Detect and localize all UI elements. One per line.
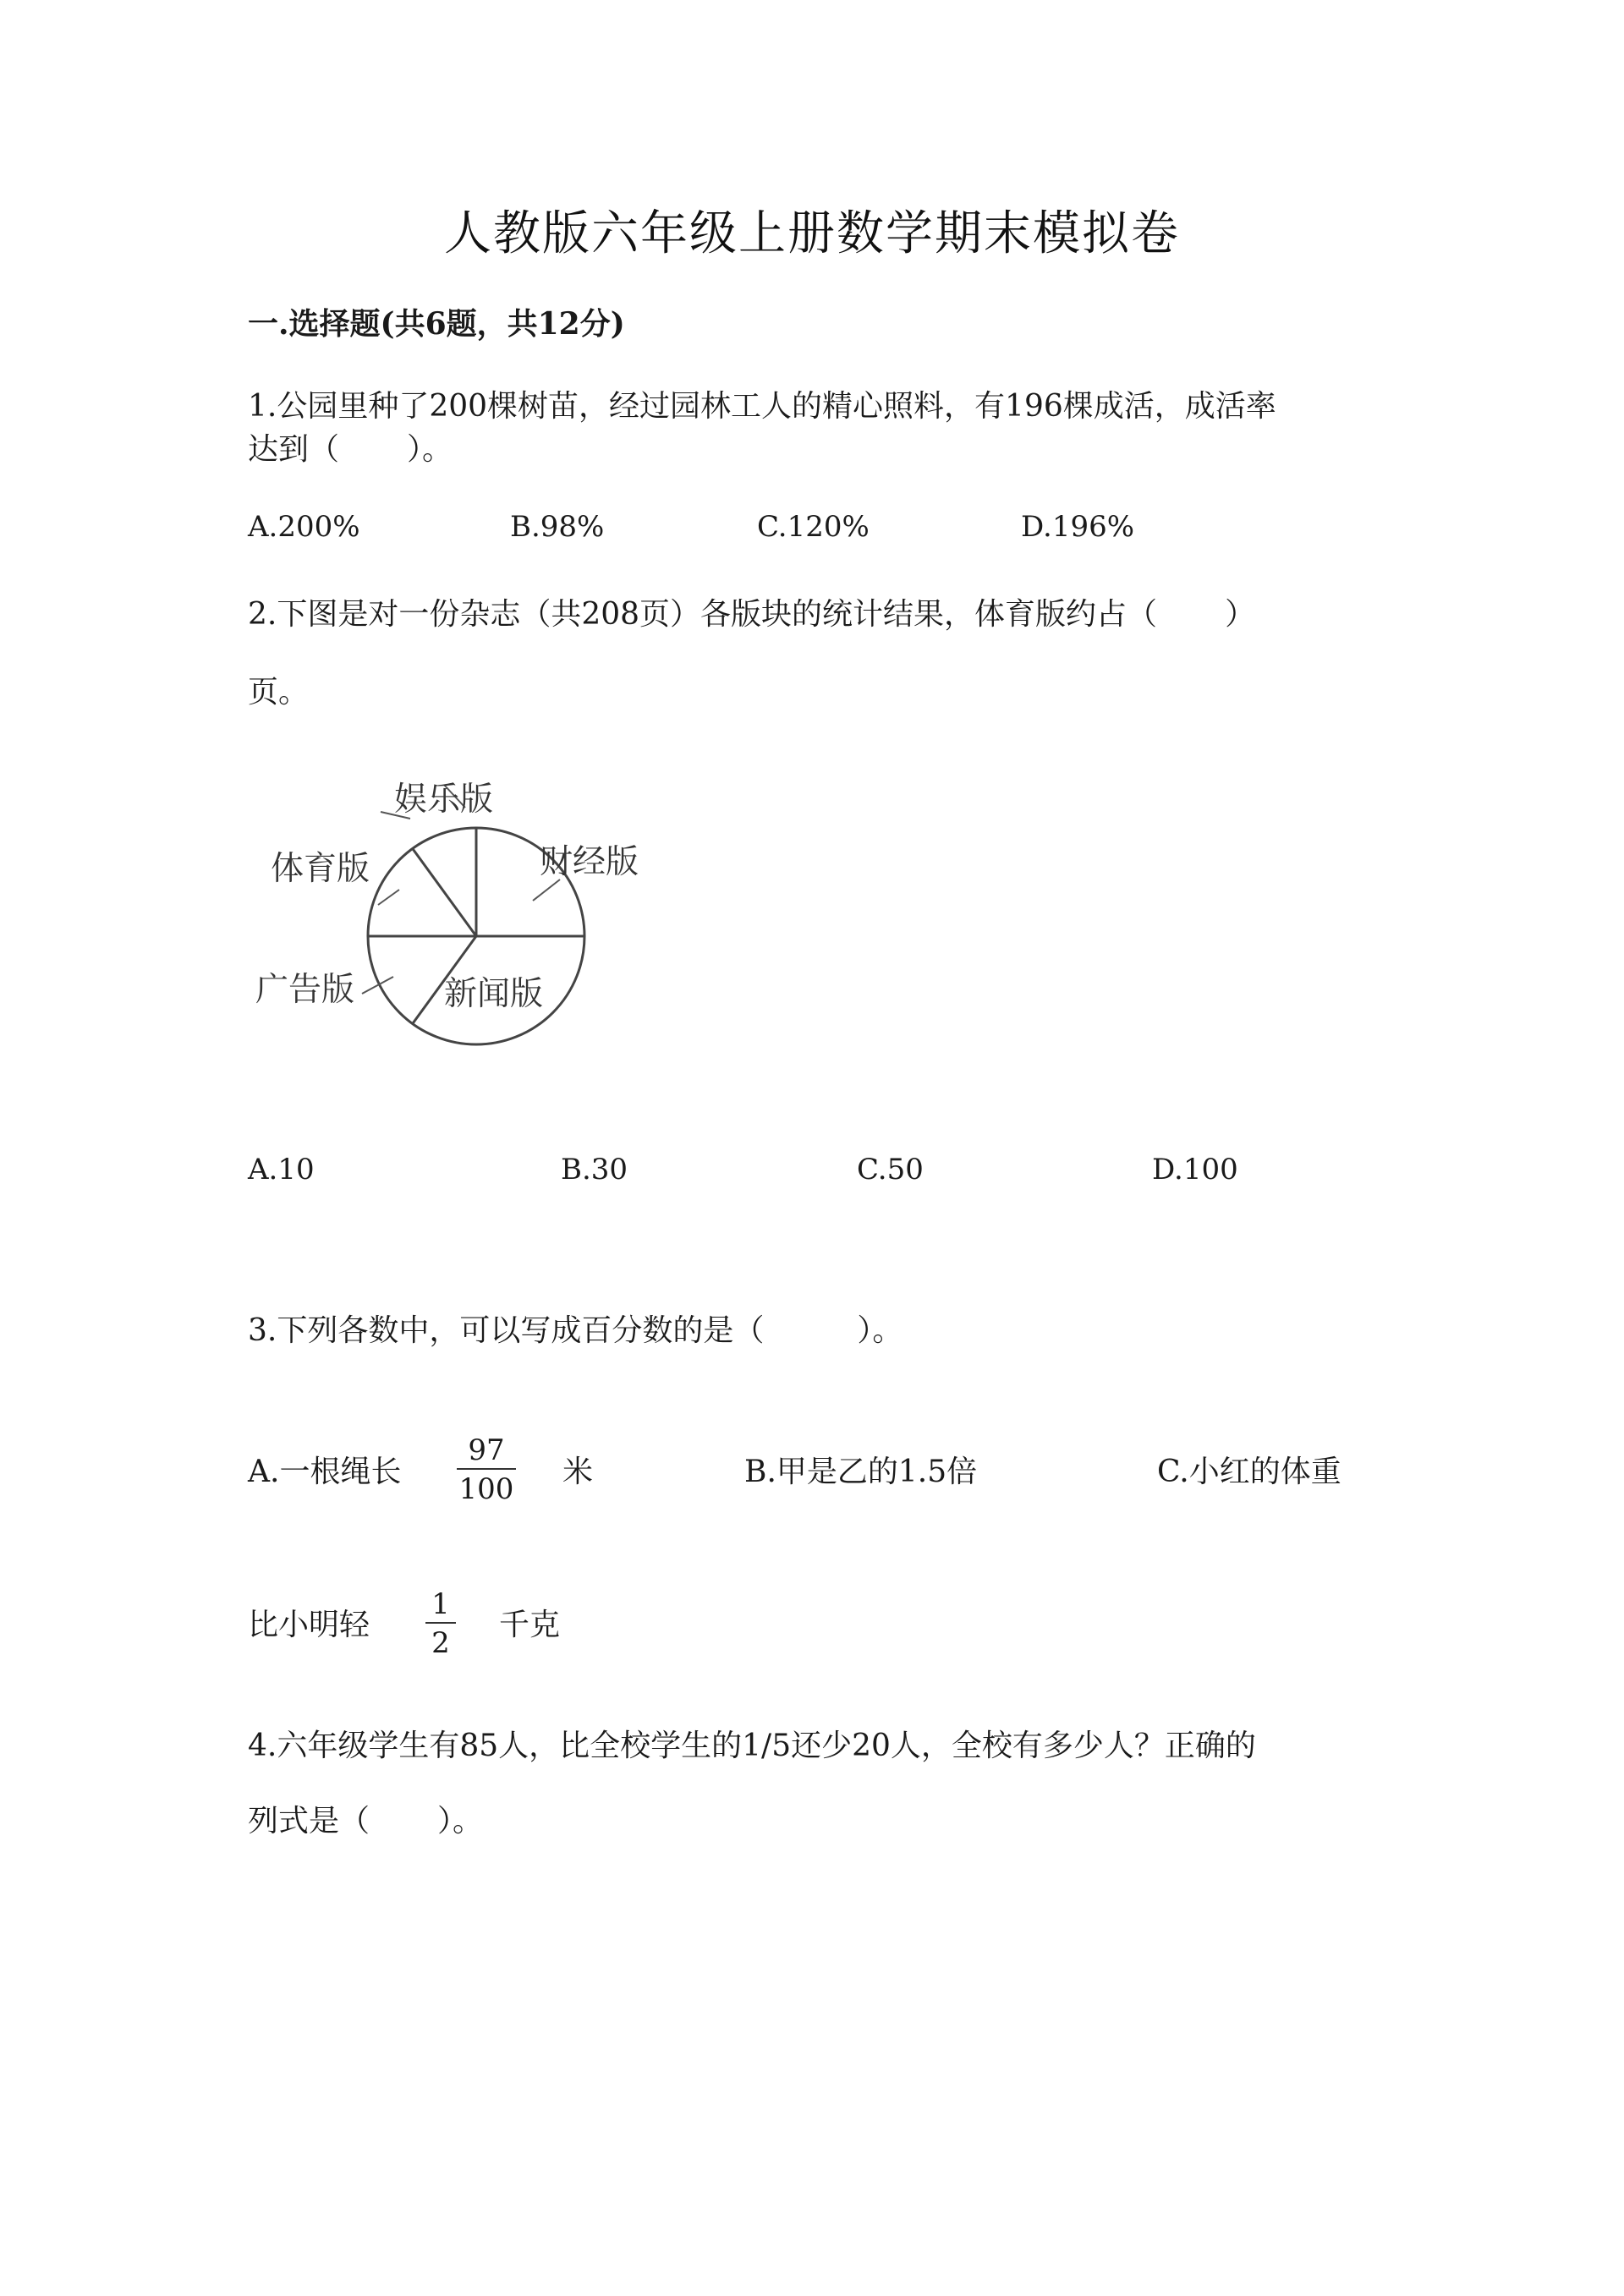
question-1-option-b: B.98%	[510, 510, 605, 544]
fraction-1-2	[425, 1587, 456, 1660]
question-1-option-a: A.200%	[248, 510, 360, 544]
question-2-option-a: A.10	[248, 1153, 315, 1186]
question-3-option-a-prefix: A.一根绳长	[248, 1455, 402, 1489]
pie-label-entertainment: 娱乐版	[394, 781, 494, 819]
fraction-denominator: 2	[431, 1626, 450, 1660]
question-2-option-b: B.30	[561, 1153, 628, 1186]
pie-slice-boundary-4	[413, 848, 476, 936]
question-2-text-b: ）	[1225, 597, 1256, 632]
fraction-bar	[457, 1468, 516, 1470]
question-3-option-a-unit: 米	[562, 1455, 594, 1489]
question-2-text	[248, 590, 1255, 633]
pie-label-sports: 体育版	[271, 850, 370, 888]
question-4-text-b: ）。	[437, 1804, 484, 1838]
section-heading: 一.选择题(共6题，共12分)	[248, 306, 625, 342]
question-2-text-cont: 页。	[248, 675, 310, 710]
fraction-numerator: 1	[431, 1587, 450, 1621]
question-3-text-a: 3.下列各数中，可以写成百分数的是（	[248, 1313, 765, 1348]
question-1-option-d: D.196%	[1021, 510, 1135, 544]
question-2-option-c: C.50	[857, 1153, 924, 1186]
question-1-paren-open: 达到（	[248, 432, 340, 467]
question-4-text-a: 列式是（	[248, 1804, 370, 1838]
question-1-paren-close: ）。	[407, 432, 453, 467]
fraction-numerator: 97	[468, 1433, 505, 1467]
question-1-text-cont	[248, 425, 453, 469]
question-4-text: 4.六年级学生有85人，比全校学生的1/5还少20人，全校有多少人？正确的	[248, 1729, 1256, 1763]
question-4-text-cont	[248, 1797, 483, 1840]
question-3-text	[248, 1307, 903, 1350]
question-2-option-d: D.100	[1152, 1153, 1238, 1186]
pie-chart	[245, 761, 719, 1066]
leader-line-sports	[378, 890, 399, 905]
fraction-denominator: 100	[458, 1472, 514, 1506]
fraction-97-100	[457, 1433, 516, 1506]
question-1-option-c: C.120%	[757, 510, 870, 544]
question-1-text: 1.公园里种了200棵树苗，经过园林工人的精心照料，有196棵成活，成活率	[248, 389, 1276, 424]
question-3-text-b: ）。	[857, 1313, 903, 1348]
pie-label-ads: 广告版	[255, 971, 355, 1009]
question-3-option-c-cont: 比小明轻	[248, 1608, 370, 1642]
question-3-option-c-unit: 千克	[499, 1608, 561, 1642]
pie-label-news: 新闻版	[444, 975, 544, 1013]
question-3-option-c: C.小红的体重	[1157, 1455, 1341, 1489]
question-2-text-a: 2.下图是对一份杂志（共208页）各版块的统计结果，体育版约占（	[248, 597, 1158, 632]
pie-label-finance: 财经版	[540, 843, 639, 881]
leader-line-finance	[533, 879, 560, 901]
fraction-bar	[425, 1622, 456, 1624]
page-title: 人教版六年级上册数学期末模拟卷	[444, 206, 1180, 261]
question-3-option-b: B.甲是乙的1.5倍	[744, 1455, 978, 1489]
